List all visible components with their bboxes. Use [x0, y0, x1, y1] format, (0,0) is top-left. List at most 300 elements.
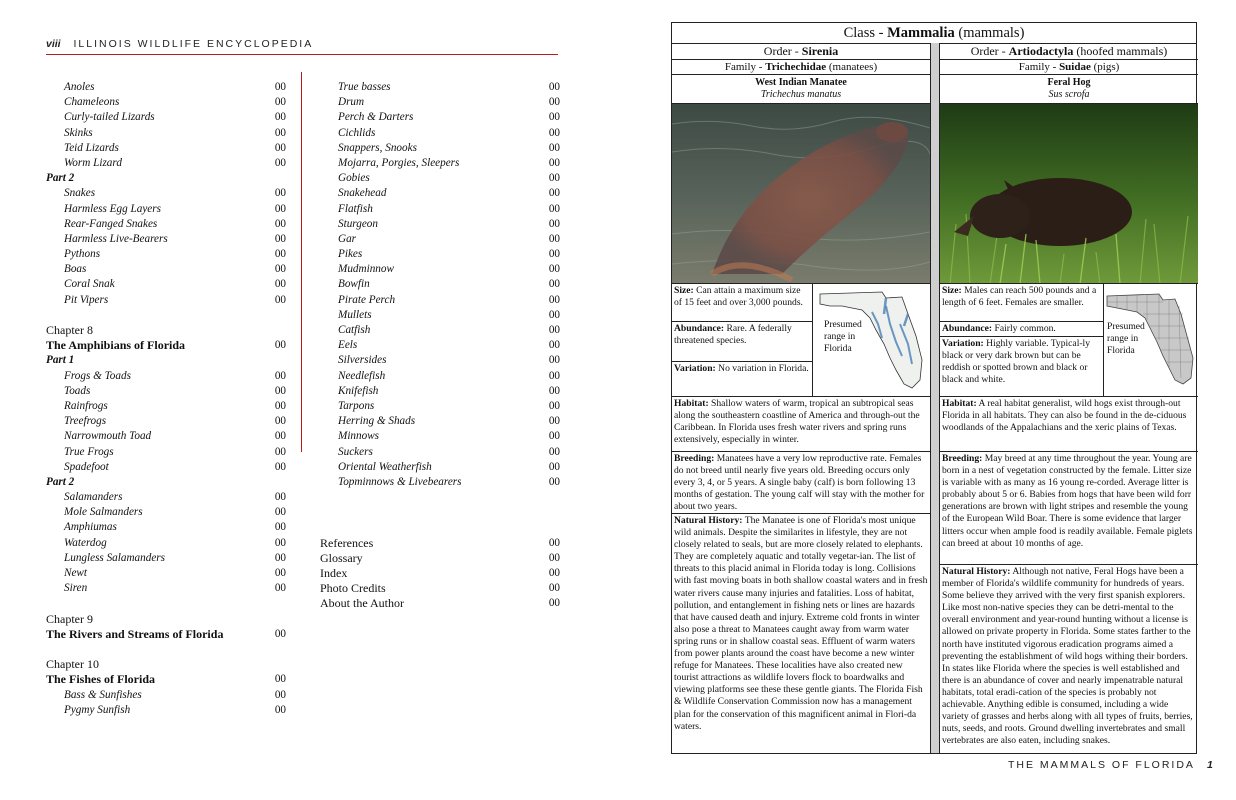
toc-entry: [46, 612, 286, 627]
toc-entry: [46, 247, 286, 262]
toc-entry-title: Catfish: [338, 324, 371, 336]
variation-label: Variation:: [674, 363, 716, 374]
toc-entry-title: The Amphibians of Florida: [46, 338, 186, 353]
toc-entry-title: Lungless Salamanders: [64, 551, 166, 564]
toc-entry-title: Amphiumas: [64, 521, 117, 534]
toc-entry-title: Spadefoot: [64, 460, 109, 473]
toc-entry-title: Suckers: [338, 445, 373, 458]
toc-entry-page: 00: [274, 293, 286, 306]
natural-history-text: The Manatee is one of Florida's most unique wild animals. Despite the similarites in lifestyle, they are not closely related to seals, but are more closely related to elephants. They are completely aquatic and totally vegetar-ian. The list of threats to this placid animal in Florida today is long. Collisions with fast moving boats in both shallow coastal waters and in fresh water rivers cause many injuries and fatalities. Loss of habitat, pollution, and entanglement in fishing nets or lines are hazards that have caused death and injury. Extreme cold fronts in winter also pose a threat to Manatees caught away from warm water spring runs or in shallow coastal seas. Effluent of warm waters from power plants around the coast have become a new winter refuge for Manatees. These localities have also created new tourist attractions as wildlife lovers flock to boardwalks and viewing platforms see these these gentle giants. The Florida Fish & Wildlife Conservation Commission now has a management plan for the conservation of this magnificent animal in Flori-da waters.: [674, 515, 928, 732]
range-map-manatee: [812, 284, 930, 396]
toc-entry-page: 00: [274, 536, 286, 549]
toc-entry: [46, 475, 286, 490]
feral-hog-photo-image: [940, 104, 1198, 284]
toc-entry-page: 00: [548, 172, 560, 185]
breeding-label: Breeding:: [674, 453, 715, 464]
toc-entry-title: Eels: [338, 339, 358, 352]
toc-entry-title: Coral Snak: [64, 278, 115, 291]
toc-entry-page: 00: [548, 551, 560, 564]
habitat-text: Shallow waters of warm, tropical an subtropical seas along the southeastern coastline of America and through-out the Caribbean. In Florida uses fresh water rivers and spring runs extensively, especially in winter.: [674, 398, 920, 446]
toc-entry-title: Pikes: [338, 248, 363, 261]
toc-entry: [320, 566, 560, 581]
toc-entry-title: Teid Lizards: [64, 141, 119, 154]
family-prefix: Family -: [724, 61, 766, 73]
natural-history-text: Although not native, Feral Hogs have been a member of Florida's wildlife community for hundreds of years. Some believe they arrived with the very first spanish explorers. Like most non-native species they can be detri-mental to the overall environment and year-round hunting without a license is allowed on private property in Florida. Some states farther to the north have instituted vigorous eradication programs aimed a preventing the establishment of wild hogs withing their borders. In states like Florida where the species is well established and there is an abundance of cover and nearly impenatrable natural habitats, total eradi-cation of the species is probably not achievable. Anything edible is consumed, including a wide variety of grasses and herbs along with all types of fruits, berries, nuts, seeds, and roots. Ground dwelling invertebrates and small vertebrates are also eaten, including snakes.: [942, 566, 1193, 747]
variation-cell: [940, 337, 1103, 395]
toc-entry: [46, 156, 286, 171]
toc-entry-page: 00: [548, 126, 560, 139]
header-rule: [46, 54, 558, 55]
toc-entry: [320, 110, 560, 125]
species-column-manatee: [672, 43, 930, 753]
family-suffix: (pigs): [1090, 61, 1120, 73]
toc-entry-page: 00: [548, 475, 560, 488]
toc-entry: [46, 262, 286, 277]
toc-entry-page: 00: [274, 521, 286, 534]
toc-entry-page: 00: [274, 415, 286, 428]
toc-entry: [46, 338, 286, 353]
toc-entry-page: 00: [274, 232, 286, 245]
toc-entry: [46, 566, 286, 581]
toc-entry: [320, 475, 560, 490]
family-prefix: Family -: [1018, 61, 1060, 73]
habitat-cell: [940, 397, 1198, 452]
toc-entry-title: Frogs & Toads: [64, 369, 131, 382]
toc-entry-title: Rear-Fanged Snakes: [64, 217, 158, 230]
toc-entry-page: 00: [274, 384, 286, 397]
info-row-feral-hog: [940, 284, 1198, 397]
left-page-header: [46, 38, 313, 50]
toc-entry-title: Gar: [338, 232, 357, 245]
toc-entry: [320, 369, 560, 384]
toc-entry-title: Harmless Live-Bearers: [64, 232, 168, 245]
toc-entry-title: Worm Lizard: [64, 156, 122, 169]
toc-entry-title: Salamanders: [64, 491, 123, 504]
toc-entry: [46, 353, 286, 368]
toc-entry-title: Needlefish: [338, 369, 386, 382]
toc-entry-title: About the Author: [320, 596, 404, 611]
toc-entry: [46, 399, 286, 414]
toc-entry-title: Photo Credits: [320, 581, 386, 596]
toc-entry-page: 00: [274, 141, 286, 154]
toc-spacer: [46, 308, 286, 323]
toc-entry-page: 00: [274, 202, 286, 215]
toc-entry-page: 00: [548, 111, 560, 124]
toc-entry-title: Sturgeon: [338, 217, 378, 230]
toc-entry: [46, 520, 286, 535]
toc-entry-title: Herring & Shads: [338, 415, 416, 428]
toc-entry: [320, 581, 560, 596]
toc-entry: [46, 490, 286, 505]
toc-entry-page: 00: [548, 217, 560, 230]
variation-text: Highly variable. Typical-ly black or very dark brown but can be reddish or spotted brown and black or black and white.: [942, 338, 1091, 386]
family-name: Trichechidae: [765, 61, 827, 73]
toc-entry-page: 00: [274, 278, 286, 291]
range-caption: Presumed range in Florida: [1107, 321, 1145, 356]
toc-entry-title: Perch & Darters: [338, 111, 414, 124]
species-name-cell: [940, 75, 1198, 104]
toc-entry-page: 00: [548, 399, 560, 412]
toc-entry-title: Knifefish: [338, 384, 379, 397]
toc-column-2: [320, 80, 560, 612]
toc-entry-title: True Frogs: [64, 445, 114, 458]
running-title: ILLINOIS WILDLIFE ENCYCLOPEDIA: [73, 38, 314, 50]
common-name: Feral Hog: [1047, 77, 1091, 88]
running-title-footer: THE MAMMALS OF FLORIDA: [1008, 759, 1195, 771]
toc-entry: [46, 688, 286, 703]
toc-entry-page: 00: [548, 536, 560, 549]
toc-entry: [320, 80, 560, 95]
habitat-cell: [672, 397, 930, 452]
toc-entry-title: Cichlids: [338, 126, 376, 139]
toc-entry: [46, 110, 286, 125]
toc-entry-page: 00: [548, 81, 560, 93]
range-map-feral-hog: [1103, 284, 1198, 396]
toc-entry-title: Mudminnow: [338, 263, 394, 276]
toc-entry: [320, 277, 560, 292]
abundance-label: Abundance:: [942, 323, 993, 334]
toc-entry-page: 00: [274, 187, 286, 200]
toc-entry: [46, 141, 286, 156]
toc-entry-title: Snakehead: [338, 187, 387, 200]
right-page-number: 1: [1206, 759, 1213, 771]
toc-entry: [320, 308, 560, 323]
toc-entry-title: Silversides: [338, 354, 387, 367]
toc-entry: [320, 338, 560, 353]
habitat-text: A real habitat generalist, wild hogs exist through-out Florida in all habitats. They can also be found in the de-ciduous woodlands of the Appalachians and the xeric plains of Texas.: [942, 398, 1187, 434]
toc-entry-title: Pythons: [64, 248, 101, 261]
toc-entry: [46, 171, 286, 186]
manatee-photo-image: [672, 104, 930, 284]
toc-entry-title: Mullets: [338, 308, 372, 321]
family-cell: [672, 60, 930, 75]
toc-entry-title: Topminnows & Livebearers: [338, 475, 462, 488]
abundance-cell: [672, 322, 812, 362]
toc-entry-page: 00: [548, 156, 560, 169]
toc-entry: [320, 171, 560, 186]
breeding-text: Manatees have a very low reproductive rate. Females do not breed until nearly five years old. Breeding occurs only every 3, 4, or 5 years. A single baby (calf) is born following 13 months of gestation. The young calf will stay with the mother for about two years.: [674, 453, 925, 513]
toc-entry-page: 00: [548, 430, 560, 443]
scientific-name: Sus scrofa: [1048, 89, 1090, 100]
right-page-footer: [1008, 759, 1213, 771]
toc-entry-title: The Rivers and Streams of Florida: [46, 626, 224, 641]
toc-entry-page: 00: [274, 217, 286, 230]
toc-spacer: [320, 490, 560, 505]
toc-entry-page: 00: [274, 703, 286, 716]
toc-entry-title: Rainfrogs: [64, 399, 108, 412]
toc-entry: [320, 217, 560, 232]
toc-entry-page: 00: [548, 141, 560, 154]
toc-entry: [320, 262, 560, 277]
toc-entry: [320, 414, 560, 429]
toc-entry-title: Skinks: [64, 126, 93, 139]
feral-hog-photo: [940, 104, 1198, 284]
toc-entry-title: Mojarra, Porgies, Sleepers: [338, 156, 460, 169]
order-suffix: (hoofed mammals): [1073, 44, 1168, 58]
size-label: Size:: [942, 285, 962, 296]
toc-entry: [46, 202, 286, 217]
toc-entry: [320, 156, 560, 171]
toc-entry-page: 00: [274, 156, 286, 169]
toc-entry: [46, 551, 286, 566]
size-text: Can attain a maximum size of 15 feet and over 3,000 pounds.: [674, 285, 803, 309]
toc-entry: [320, 536, 560, 551]
toc-entry-title: Minnows: [338, 430, 380, 443]
size-cell: [672, 284, 812, 322]
toc-entry-title: Curly-tailed Lizards: [64, 111, 155, 124]
species-column-feral-hog: [940, 43, 1198, 753]
natural-history-cell: [672, 514, 930, 734]
toc-entry-page: 00: [548, 384, 560, 397]
toc-entry-page: 00: [548, 96, 560, 109]
left-page-number: viii: [46, 38, 61, 50]
variation-cell: [672, 362, 812, 395]
column-separator: [930, 43, 940, 753]
toc-entry-page: 00: [548, 369, 560, 382]
toc-entry: [320, 596, 560, 611]
toc-entry: [46, 126, 286, 141]
toc-spacer: [46, 642, 286, 657]
toc-entry-page: 00: [548, 354, 560, 367]
toc-entry: [46, 581, 286, 596]
toc-entry-page: 00: [548, 582, 560, 595]
toc-entry-page: 00: [274, 506, 286, 519]
toc-entry-title: True basses: [338, 81, 391, 93]
toc-entry: [46, 369, 286, 384]
species-table: [671, 22, 1197, 754]
toc-entry: [46, 384, 286, 399]
scientific-name: Trichechus manatus: [760, 89, 842, 100]
toc-entry-title: Flatfish: [338, 202, 373, 215]
toc-entry-title: Siren: [64, 582, 88, 595]
toc-entry-title: Oriental Weatherfish: [338, 460, 432, 473]
variation-text: No variation in Florida.: [715, 363, 809, 374]
abundance-cell: [940, 322, 1103, 337]
toc-entry-page: 00: [548, 278, 560, 291]
breeding-label: Breeding:: [942, 453, 983, 464]
toc-entry-page: 00: [548, 460, 560, 473]
toc-entry-page: 00: [274, 627, 286, 640]
toc-entry-page: 00: [548, 293, 560, 306]
column-divider-rule: [301, 72, 302, 452]
toc-entry-title: Anoles: [64, 81, 95, 93]
toc-entry-title: Tarpons: [338, 399, 375, 412]
toc-entry: [320, 186, 560, 201]
toc-spacer: [46, 596, 286, 611]
order-name: Artiodactyla: [1008, 44, 1074, 58]
toc-entry-page: 00: [548, 445, 560, 458]
toc-entry-page: 00: [274, 339, 286, 352]
toc-entry-page: 00: [548, 187, 560, 200]
toc-entry: [320, 232, 560, 247]
toc-entry-title: Newt: [64, 567, 87, 579]
toc-entry-page: 00: [548, 324, 560, 336]
toc-entry-title: Chapter 9: [46, 611, 93, 626]
toc-entry-page: 00: [274, 551, 286, 564]
toc-entry-title: Pit Vipers: [64, 293, 109, 306]
family-name: Suidae: [1059, 61, 1091, 73]
toc-entry-page: 00: [548, 202, 560, 215]
toc-entry: [46, 186, 286, 201]
range-caption: Presumed range in Florida: [824, 319, 862, 354]
toc-entry-title: Narrowmouth Toad: [64, 430, 152, 443]
toc-entry: [46, 232, 286, 247]
toc-entry-title: Snakes: [64, 187, 96, 200]
toc-entry-page: 00: [274, 263, 286, 276]
toc-entry-title: Part 1: [46, 354, 75, 367]
toc-entry: [320, 445, 560, 460]
order-prefix: Order -: [970, 44, 1009, 58]
toc-entry-title: Chameleons: [64, 96, 120, 109]
toc-entry: [320, 429, 560, 444]
toc-entry: [320, 202, 560, 217]
manatee-photo: [672, 104, 930, 284]
toc-entry-title: Pygmy Sunfish: [64, 703, 131, 716]
toc-entry-page: 00: [548, 263, 560, 276]
toc-entry-title: Index: [320, 566, 348, 580]
toc-entry-page: 00: [548, 308, 560, 321]
size-cell: [940, 284, 1103, 322]
toc-entry-page: 00: [274, 582, 286, 595]
family-suffix: (manatees): [826, 61, 878, 73]
toc-entry-title: Pirate Perch: [338, 293, 396, 306]
toc-entry: [46, 293, 286, 308]
order-cell: [940, 43, 1198, 60]
toc-entry-title: Boas: [64, 263, 87, 276]
toc-entry: [46, 460, 286, 475]
toc-entry-title: Part 2: [46, 475, 75, 488]
toc-entry: [46, 536, 286, 551]
species-name-cell: [672, 75, 930, 104]
toc-entry-title: Bowfin: [338, 278, 370, 291]
order-prefix: Order -: [763, 44, 802, 58]
toc-entry-page: 00: [274, 81, 286, 93]
toc-entry: [320, 126, 560, 141]
class-heading: [672, 23, 1196, 44]
toc-entry: [320, 247, 560, 262]
toc-entry-page: 00: [274, 567, 286, 579]
habitat-label: Habitat:: [942, 398, 977, 409]
order-name: Sirenia: [801, 44, 839, 58]
toc-entry: [46, 323, 286, 338]
natural-history-cell: [940, 565, 1198, 748]
class-name: Mammalia: [887, 25, 955, 41]
common-name: West Indian Manatee: [755, 77, 847, 88]
order-cell: [672, 43, 930, 60]
toc-entry-title: Treefrogs: [64, 415, 107, 428]
toc-entry-page: 00: [548, 597, 560, 610]
toc-entry: [320, 399, 560, 414]
toc-entry-title: Snappers, Snooks: [338, 141, 417, 154]
toc-entry: [320, 353, 560, 368]
toc-entry-page: 00: [548, 232, 560, 245]
toc-entry-page: 00: [274, 491, 286, 504]
toc-entry: [46, 277, 286, 292]
toc-entry-title: References: [320, 535, 374, 550]
natural-history-label: Natural History:: [674, 515, 743, 526]
abundance-text: Rare. A federally threatened species.: [674, 323, 792, 347]
toc-entry-page: 00: [274, 126, 286, 139]
toc-entry: [46, 95, 286, 110]
toc-entry-page: 00: [274, 96, 286, 109]
toc-entry-title: Chapter 10: [46, 657, 99, 672]
toc-entry-title: Harmless Egg Layers: [64, 202, 161, 215]
toc-entry: [46, 429, 286, 444]
toc-spacer: [320, 505, 560, 520]
toc-entry-page: 00: [274, 688, 286, 701]
natural-history-label: Natural History:: [942, 566, 1011, 577]
toc-entry-title: Toads: [64, 384, 91, 397]
toc-entry-title: Glossary: [320, 550, 363, 565]
toc-entry-page: 00: [274, 369, 286, 382]
toc-entry-page: 00: [548, 567, 560, 579]
toc-entry: [320, 95, 560, 110]
toc-entry-title: Chapter 8: [46, 323, 93, 337]
toc-entry: [46, 627, 286, 642]
toc-entry-page: 00: [274, 111, 286, 124]
toc-entry-title: Mole Salmanders: [64, 506, 143, 519]
toc-entry-page: 00: [274, 673, 286, 686]
toc-entry-page: 00: [274, 399, 286, 412]
toc-entry-page: 00: [274, 445, 286, 458]
toc-entry: [46, 672, 286, 687]
abundance-label: Abundance:: [674, 323, 725, 334]
breeding-text: May breed at any time throughout the year. Young are born in a nest of vegetation constructed by the female. Litter size is variable with as many as 16 young re-corded. Average litter is probably about 5 or 6. Babies from hogs that have been wild forr generations are brown with light stripes and resemble the young of the European Wild Boar. There is some evidence that larger litters occur when ample food is readily available. Female piglets can breed at about 10 months of age.: [942, 453, 1193, 549]
info-left-feral-hog: [940, 284, 1104, 396]
class-prefix: Class -: [843, 25, 888, 41]
variation-label: Variation:: [942, 338, 984, 349]
breeding-cell: [672, 452, 930, 514]
breeding-cell: [940, 452, 1198, 565]
toc-entry-page: 00: [274, 248, 286, 261]
toc-entry-page: 00: [274, 430, 286, 443]
toc-entry-page: 00: [548, 339, 560, 352]
toc-entry-title: Gobies: [338, 172, 370, 185]
toc-entry-title: Drum: [338, 96, 365, 109]
info-row-manatee: [672, 284, 930, 397]
toc-entry: [46, 414, 286, 429]
toc-column-1: [46, 80, 286, 718]
toc-entry: [46, 217, 286, 232]
toc-spacer: [320, 520, 560, 535]
toc-entry: [320, 460, 560, 475]
class-common: (mammals): [954, 25, 1025, 41]
toc-entry: [320, 323, 560, 338]
size-label: Size:: [674, 285, 694, 296]
toc-entry: [46, 445, 286, 460]
abundance-text: Fairly common.: [992, 323, 1056, 334]
toc-entry: [320, 293, 560, 308]
toc-entry-title: Part 2: [46, 172, 75, 185]
habitat-label: Habitat:: [674, 398, 709, 409]
toc-entry: [320, 141, 560, 156]
toc-entry-page: 00: [548, 248, 560, 261]
toc-entry: [46, 657, 286, 672]
family-cell: [940, 60, 1198, 75]
toc-entry-title: Waterdog: [64, 536, 107, 549]
toc-entry-title: The Fishes of Florida: [46, 672, 156, 687]
toc-entry-page: 00: [548, 415, 560, 428]
toc-entry: [46, 80, 286, 95]
toc-entry-page: 00: [274, 460, 286, 473]
toc-entry: [46, 703, 286, 718]
toc-entry: [320, 384, 560, 399]
info-left-manatee: [672, 284, 813, 396]
toc-entry: [320, 551, 560, 566]
size-text: Males can reach 500 pounds and a length of 6 feet. Females are smaller.: [942, 285, 1097, 309]
toc-entry-title: Bass & Sunfishes: [64, 688, 142, 701]
toc-entry: [46, 505, 286, 520]
